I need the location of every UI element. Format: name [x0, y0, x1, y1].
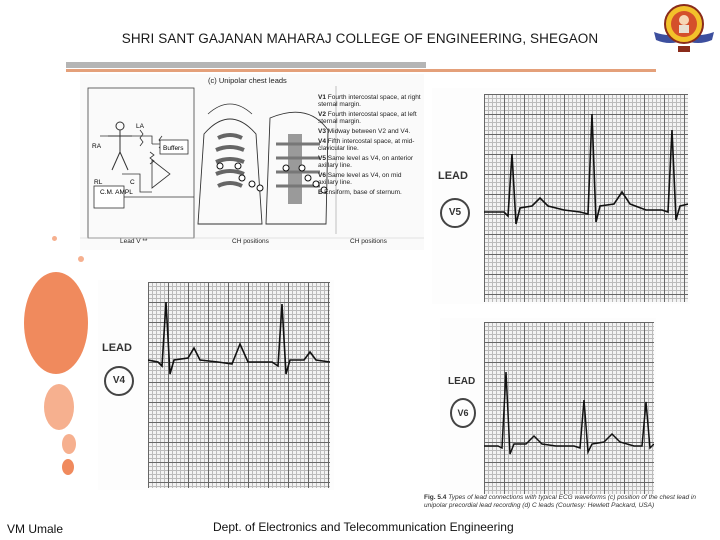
- decor-circle-small-1: [62, 434, 76, 454]
- figure-panel-title: (c) Unipolar chest leads: [208, 76, 287, 85]
- position-item: [318, 172, 422, 186]
- page-title: SHRI SANT GAJANAN MAHARAJ COLLEGE OF ENGINEERING, SHEGAON: [121, 31, 599, 46]
- decor-circle-tiny-2: [78, 256, 84, 262]
- lead-label: LEAD: [448, 376, 476, 387]
- header-rule-dark: [66, 62, 426, 68]
- footer-department: Dept. of Electronics and Telecommunication Engineering: [213, 520, 514, 534]
- lead-label: LEAD: [438, 170, 468, 182]
- ch-positions-caption-1: CH positions: [232, 238, 269, 245]
- decor-circle-tiny-1: [52, 236, 57, 241]
- position-lead: V5: [318, 155, 326, 162]
- position-item: [318, 189, 422, 196]
- ra-label: RA: [92, 143, 102, 150]
- lead-positions-list: [318, 94, 422, 196]
- c-label: C: [130, 179, 135, 186]
- ecg-trace-v6: [484, 322, 654, 494]
- position-lead: V6: [318, 172, 326, 179]
- college-logo: [652, 2, 716, 54]
- ecg-panel-v4: [98, 280, 334, 490]
- position-text: Same level as V4, on mid axillary line.: [318, 172, 402, 186]
- position-lead: V4: [318, 138, 326, 145]
- ecg-trace-v4: [148, 282, 330, 488]
- figure-caption: [424, 494, 704, 510]
- decor-circle-medium: [44, 384, 74, 430]
- lead-badge-v4: [104, 366, 134, 396]
- position-item: [318, 94, 422, 108]
- position-item: [318, 155, 422, 169]
- footer-author: VM Umale: [7, 522, 64, 536]
- figure-caption-prefix: Fig. 5.4: [424, 494, 447, 501]
- lead-badge-text: V6: [457, 408, 469, 418]
- cm-ampl-label: C.M. AMPL: [100, 189, 133, 196]
- buffers-label: Buffers: [163, 145, 184, 152]
- lead-badge-text: V4: [112, 375, 126, 386]
- position-item: [318, 128, 422, 135]
- la-label: LA: [136, 123, 144, 130]
- decor-circle-small-2: [62, 459, 74, 475]
- lead-badge-text: V5: [448, 207, 462, 218]
- lead-badge-v5: [440, 198, 470, 228]
- lead-label: LEAD: [102, 342, 132, 354]
- ch-positions-caption-2: CH positions: [350, 238, 387, 245]
- position-text: Fifth intercostal space, at mid-clavicular line.: [318, 138, 415, 152]
- lead-v-caption: Lead V **: [120, 238, 148, 245]
- position-item: [318, 138, 422, 152]
- position-text: Ensiform, base of sternum.: [324, 189, 402, 196]
- position-lead: V1: [318, 94, 326, 101]
- position-lead: E: [318, 189, 323, 196]
- ecg-panel-v6: [440, 318, 656, 496]
- position-lead: V3: [318, 128, 326, 135]
- chest-leads-diagram: [80, 74, 424, 250]
- position-lead: V2: [318, 111, 326, 118]
- ecg-panel-v5: [432, 88, 690, 304]
- rl-label: RL: [94, 179, 103, 186]
- position-item: [318, 111, 422, 125]
- position-text: Same level as V4, on anterior axillary line.: [318, 155, 414, 169]
- decor-circle-large: [24, 272, 88, 374]
- figure-caption-text: Types of lead connections with typical ECG waveforms (c) position of the chest lead in unipolar precordial lead recording (d) C leads (Courtesy: Hewlett Packard, USA): [424, 494, 696, 509]
- lead-badge-v6: [450, 398, 476, 428]
- ecg-trace-v5: [484, 94, 688, 302]
- header-rule-accent: [66, 69, 656, 72]
- position-text: Midway between V2 and V4.: [327, 128, 411, 135]
- position-text: Fourth intercostal space, at left sternal margin.: [318, 111, 417, 125]
- position-text: Fourth intercostal space, at right sternal margin.: [318, 94, 421, 108]
